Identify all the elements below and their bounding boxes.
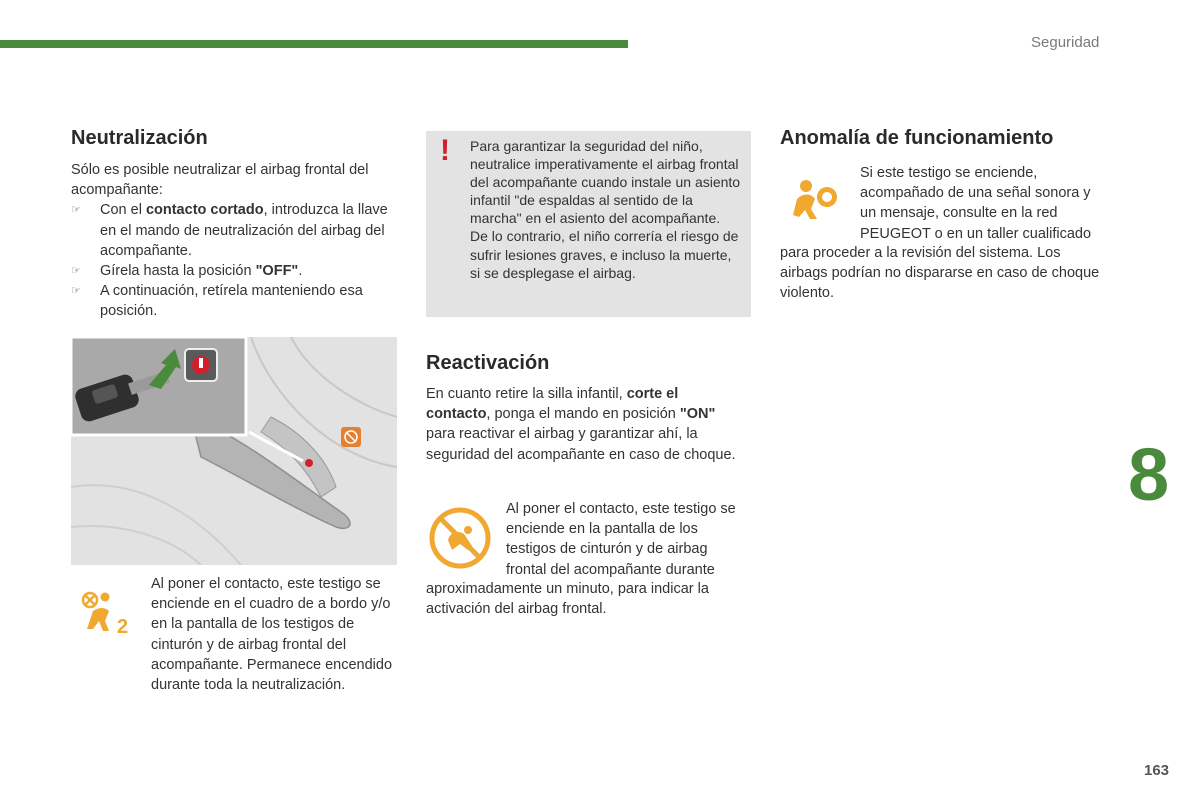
reactivation-title: Reactivación — [426, 352, 550, 374]
exclamation-icon: ! — [440, 134, 450, 167]
neutralization-section — [71, 127, 401, 322]
hand-pointer-icon: ☞ — [71, 285, 81, 298]
malfunction-section — [780, 127, 1110, 150]
svg-text:2: 2 — [117, 616, 129, 635]
airbag-off-passenger-icon — [79, 589, 131, 640]
malfunction-title: Anomalía de funcionamiento — [780, 127, 1054, 149]
safety-alert-text: Para garantizar la seguridad del niño, neutralice imperativamente el airbag frontal del acompañante cuando instale un asiento infantil "de espaldas al sentido de la marcha" en el asiento del acompañante. De lo contrario, el niño correría el riesgo de sufrir lesiones graves, e incluso la muerte, si se desplegase el airbag. — [470, 138, 741, 281]
neutralization-title: Neutralización — [71, 127, 208, 149]
hand-pointer-icon: ☞ — [71, 265, 81, 278]
child-seat-airbag-off-icon — [428, 506, 492, 575]
neutralization-intro: Sólo es posible neutralizar el airbag frontal del acompañante: — [71, 162, 369, 199]
list-item: ☞ Gírela hasta la posición "OFF". — [71, 261, 401, 281]
list-item: ☞ Con el contacto cortado, introduzca la llave en el mando de neutralización del airbag del acompañante. — [71, 202, 388, 259]
list-item: ☞ A continuación, retírela manteniendo esa posición. — [71, 283, 363, 320]
neutralization-steps — [71, 200, 401, 321]
malfunction-text: Si este testigo se enciende, acompañado de una señal sonora y un mensaje, consulte en la red PEUGEOT o en un taller cualificado — [860, 165, 1092, 242]
airbag-fault-icon — [793, 177, 839, 228]
neutralization-warning-text: Al poner el contacto, este testigo se enciende en el cuadro de a bordo y/o en la pantalla de los testigos de cinturón y de airbag frontal del acompañante. Permanece encendido durante toda la neutralización. — [151, 576, 393, 694]
key-in-airbag-switch-illustration — [71, 337, 397, 565]
malfunction-text-cont: para proceder a la revisión del sistema. Los airbags podrían no dispararse en caso de choque violento. — [780, 245, 1100, 302]
chapter-number: 8 — [1128, 433, 1170, 516]
hand-pointer-icon: ☞ — [71, 204, 81, 217]
header-accent-bar — [0, 40, 628, 48]
reactivation-warning-text: Al poner el contacto, este testigo se enciende en la pantalla de los testigos de cinturón y de airbag frontal del acompañante durante — [506, 501, 736, 578]
section-title: Seguridad — [1031, 34, 1100, 51]
reactivation-warning-text-cont: aproximadamente un minuto, para indicar la activación del airbag frontal. — [426, 581, 709, 618]
reactivation-paragraph: En cuanto retire la silla infantil, corte el contacto, ponga el mando en posición "ON" para reactivar el airbag y garantizar ahí, la seguridad del acompañante en caso de choque. — [426, 386, 736, 463]
reactivation-section — [426, 352, 746, 465]
page-number: 163 — [1144, 762, 1170, 779]
